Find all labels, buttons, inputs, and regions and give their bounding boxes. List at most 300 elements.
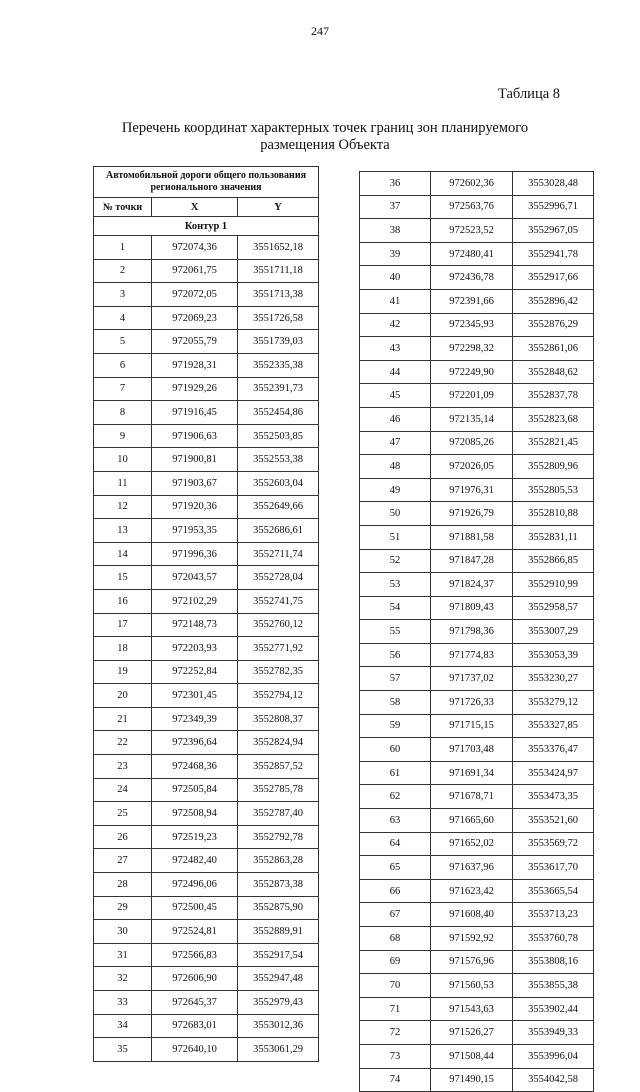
table-row <box>360 289 594 313</box>
point-number-cell: 22 <box>94 731 152 755</box>
table-row <box>360 691 594 715</box>
contour-header: Контур 1 <box>94 217 319 236</box>
point-number-cell: 67 <box>360 903 431 927</box>
y-coordinate-cell: 3553855,38 <box>513 974 594 998</box>
table-row <box>94 896 319 920</box>
point-number-cell: 15 <box>94 566 152 590</box>
table-row <box>94 943 319 967</box>
table-row <box>360 1021 594 1045</box>
y-coordinate-cell: 3553053,39 <box>513 643 594 667</box>
point-number-cell: 51 <box>360 525 431 549</box>
x-coordinate-cell: 971906,63 <box>152 424 238 448</box>
table-row <box>360 832 594 856</box>
x-coordinate-cell: 971847,28 <box>431 549 513 573</box>
table-row <box>360 573 594 597</box>
x-coordinate-cell: 972566,83 <box>152 943 238 967</box>
table-row <box>94 1014 319 1038</box>
x-coordinate-cell: 971920,36 <box>152 495 238 519</box>
point-number-cell: 52 <box>360 549 431 573</box>
x-coordinate-cell: 971623,42 <box>431 879 513 903</box>
y-coordinate-cell: 3552876,29 <box>513 313 594 337</box>
table-row <box>94 967 319 991</box>
table-row <box>360 785 594 809</box>
y-coordinate-cell: 3552979,43 <box>238 991 319 1015</box>
point-number-cell: 66 <box>360 879 431 903</box>
y-coordinate-cell: 3552831,11 <box>513 525 594 549</box>
y-coordinate-cell: 3551711,18 <box>238 259 319 283</box>
x-coordinate-cell: 971665,60 <box>431 809 513 833</box>
x-coordinate-cell: 971900,81 <box>152 448 238 472</box>
table-row <box>94 306 319 330</box>
y-coordinate-cell: 3553028,48 <box>513 172 594 196</box>
y-coordinate-cell: 3552760,12 <box>238 613 319 637</box>
x-coordinate-cell: 971926,79 <box>431 502 513 526</box>
y-coordinate-cell: 3553760,78 <box>513 927 594 951</box>
x-coordinate-cell: 971726,33 <box>431 691 513 715</box>
point-number-cell: 54 <box>360 596 431 620</box>
table-row <box>360 431 594 455</box>
point-number-cell: 36 <box>360 172 431 196</box>
x-coordinate-cell: 972683,01 <box>152 1014 238 1038</box>
y-coordinate-cell: 3552741,75 <box>238 589 319 613</box>
point-number-cell: 20 <box>94 684 152 708</box>
x-coordinate-cell: 972148,73 <box>152 613 238 637</box>
y-coordinate-cell: 3552808,37 <box>238 707 319 731</box>
x-coordinate-cell: 971576,96 <box>431 950 513 974</box>
x-coordinate-cell: 972069,23 <box>152 306 238 330</box>
table-row <box>94 637 319 661</box>
point-number-cell: 26 <box>94 825 152 849</box>
point-number-cell: 40 <box>360 266 431 290</box>
point-number-cell: 64 <box>360 832 431 856</box>
y-coordinate-cell: 3553007,29 <box>513 620 594 644</box>
table-label: Таблица 8 <box>498 86 561 102</box>
point-number-cell: 48 <box>360 455 431 479</box>
x-coordinate-cell: 972345,93 <box>431 313 513 337</box>
y-coordinate-cell: 3552823,68 <box>513 407 594 431</box>
point-number-cell: 63 <box>360 809 431 833</box>
point-number-cell: 11 <box>94 471 152 495</box>
x-coordinate-cell: 971996,36 <box>152 542 238 566</box>
y-coordinate-cell: 3553569,72 <box>513 832 594 856</box>
table-row <box>94 424 319 448</box>
x-coordinate-cell: 972349,39 <box>152 707 238 731</box>
y-coordinate-cell: 3552896,42 <box>513 289 594 313</box>
point-number-cell: 50 <box>360 502 431 526</box>
point-number-cell: 47 <box>360 431 431 455</box>
x-coordinate-cell: 972436,78 <box>431 266 513 290</box>
x-coordinate-cell: 972298,32 <box>431 337 513 361</box>
table-row <box>94 660 319 684</box>
point-number-cell: 9 <box>94 424 152 448</box>
point-number-cell: 17 <box>94 613 152 637</box>
x-coordinate-cell: 971637,96 <box>431 856 513 880</box>
point-number-cell: 16 <box>94 589 152 613</box>
point-number-cell: 2 <box>94 259 152 283</box>
table-row <box>360 761 594 785</box>
point-number-cell: 56 <box>360 643 431 667</box>
x-coordinate-cell: 972508,94 <box>152 802 238 826</box>
table-row <box>94 495 319 519</box>
table-row <box>360 549 594 573</box>
x-coordinate-cell: 972249,90 <box>431 360 513 384</box>
x-coordinate-cell: 971543,63 <box>431 997 513 1021</box>
x-coordinate-cell: 972301,45 <box>152 684 238 708</box>
point-number-cell: 4 <box>94 306 152 330</box>
table-row <box>360 714 594 738</box>
table-row <box>360 1044 594 1068</box>
point-number-cell: 8 <box>94 401 152 425</box>
table-row <box>360 879 594 903</box>
table-row <box>94 755 319 779</box>
y-coordinate-cell: 3553327,85 <box>513 714 594 738</box>
x-coordinate-cell: 971715,15 <box>431 714 513 738</box>
point-number-cell: 42 <box>360 313 431 337</box>
y-coordinate-cell: 3553473,35 <box>513 785 594 809</box>
y-coordinate-cell: 3552805,53 <box>513 478 594 502</box>
table-row <box>360 1068 594 1092</box>
table-row <box>94 707 319 731</box>
page-number: 247 <box>311 24 329 38</box>
table-row <box>94 566 319 590</box>
y-coordinate-cell: 3552861,06 <box>513 337 594 361</box>
y-coordinate-cell: 3553949,33 <box>513 1021 594 1045</box>
table-row <box>360 360 594 384</box>
point-number-cell: 53 <box>360 573 431 597</box>
y-coordinate-cell: 3552792,78 <box>238 825 319 849</box>
y-coordinate-cell: 3553230,27 <box>513 667 594 691</box>
point-number-cell: 23 <box>94 755 152 779</box>
x-coordinate-cell: 972563,76 <box>431 195 513 219</box>
table-row <box>94 330 319 354</box>
point-number-cell: 68 <box>360 927 431 951</box>
y-coordinate-cell: 3552782,35 <box>238 660 319 684</box>
table-row <box>360 266 594 290</box>
point-number-cell: 7 <box>94 377 152 401</box>
point-number-cell: 33 <box>94 991 152 1015</box>
point-number-cell: 13 <box>94 519 152 543</box>
x-coordinate-cell: 971881,58 <box>431 525 513 549</box>
y-coordinate-cell: 3552824,94 <box>238 731 319 755</box>
x-coordinate-cell: 972085,26 <box>431 431 513 455</box>
table-row <box>94 283 319 307</box>
y-coordinate-cell: 3552941,78 <box>513 242 594 266</box>
y-coordinate-cell: 3552503,85 <box>238 424 319 448</box>
x-coordinate-cell: 972074,36 <box>152 236 238 260</box>
y-coordinate-cell: 3552917,66 <box>513 266 594 290</box>
point-number-cell: 10 <box>94 448 152 472</box>
y-coordinate-cell: 3552649,66 <box>238 495 319 519</box>
x-coordinate-cell: 972396,64 <box>152 731 238 755</box>
point-number-cell: 55 <box>360 620 431 644</box>
x-coordinate-cell: 971608,40 <box>431 903 513 927</box>
point-number-cell: 3 <box>94 283 152 307</box>
point-number-cell: 46 <box>360 407 431 431</box>
point-number-cell: 14 <box>94 542 152 566</box>
y-coordinate-cell: 3552711,74 <box>238 542 319 566</box>
y-coordinate-cell: 3552863,28 <box>238 849 319 873</box>
title-line-1: Перечень координат характерных точек границ зон планируемого <box>121 120 529 136</box>
point-number-cell: 30 <box>94 920 152 944</box>
x-coordinate-cell: 971508,44 <box>431 1044 513 1068</box>
x-coordinate-cell: 971953,35 <box>152 519 238 543</box>
x-coordinate-cell: 971737,02 <box>431 667 513 691</box>
point-number-cell: 72 <box>360 1021 431 1045</box>
table-row <box>94 991 319 1015</box>
y-coordinate-cell: 3551726,58 <box>238 306 319 330</box>
x-coordinate-cell: 971929,26 <box>152 377 238 401</box>
y-coordinate-cell: 3553617,70 <box>513 856 594 880</box>
table-row <box>360 219 594 243</box>
y-coordinate-cell: 3552809,96 <box>513 455 594 479</box>
table-row <box>360 974 594 998</box>
table-row <box>94 731 319 755</box>
table-row <box>94 353 319 377</box>
y-coordinate-cell: 3553808,16 <box>513 950 594 974</box>
table-row <box>360 195 594 219</box>
table-row <box>360 242 594 266</box>
y-coordinate-cell: 3552810,88 <box>513 502 594 526</box>
table-row <box>94 542 319 566</box>
x-coordinate-cell: 972072,05 <box>152 283 238 307</box>
point-number-cell: 28 <box>94 873 152 897</box>
table-row <box>360 950 594 974</box>
x-coordinate-cell: 972252,84 <box>152 660 238 684</box>
x-coordinate-cell: 972496,06 <box>152 873 238 897</box>
table-row <box>360 809 594 833</box>
table-row <box>360 384 594 408</box>
table-row <box>94 519 319 543</box>
x-coordinate-cell: 972500,45 <box>152 896 238 920</box>
y-coordinate-cell: 3553376,47 <box>513 738 594 762</box>
x-coordinate-cell: 972061,75 <box>152 259 238 283</box>
x-coordinate-cell: 971809,43 <box>431 596 513 620</box>
point-number-cell: 21 <box>94 707 152 731</box>
title-line-2: размещения Объекта <box>260 137 390 153</box>
x-coordinate-cell: 972524,81 <box>152 920 238 944</box>
x-coordinate-cell: 972055,79 <box>152 330 238 354</box>
table-row <box>94 825 319 849</box>
table-row <box>94 471 319 495</box>
x-coordinate-cell: 972523,52 <box>431 219 513 243</box>
y-coordinate-cell: 3552889,91 <box>238 920 319 944</box>
y-coordinate-cell: 3552857,52 <box>238 755 319 779</box>
point-number-cell: 39 <box>360 242 431 266</box>
table-row <box>94 589 319 613</box>
table-row <box>94 613 319 637</box>
y-coordinate-cell: 3553902,44 <box>513 997 594 1021</box>
x-coordinate-cell: 972606,90 <box>152 967 238 991</box>
y-coordinate-cell: 3553713,23 <box>513 903 594 927</box>
table-row <box>360 172 594 196</box>
point-number-cell: 1 <box>94 236 152 260</box>
group-header: Автомобильной дороги общего пользования регионального значения <box>94 167 319 198</box>
x-coordinate-cell: 971703,48 <box>431 738 513 762</box>
document-title <box>90 120 560 154</box>
table-row <box>360 337 594 361</box>
point-number-cell: 61 <box>360 761 431 785</box>
y-coordinate-cell: 3551652,18 <box>238 236 319 260</box>
y-coordinate-cell: 3553061,29 <box>238 1038 319 1062</box>
table-row <box>360 525 594 549</box>
y-coordinate-cell: 3552454,86 <box>238 401 319 425</box>
x-coordinate-cell: 971490,15 <box>431 1068 513 1092</box>
point-number-cell: 35 <box>94 1038 152 1062</box>
y-coordinate-cell: 3553279,12 <box>513 691 594 715</box>
y-coordinate-cell: 3552866,85 <box>513 549 594 573</box>
x-coordinate-cell: 971903,67 <box>152 471 238 495</box>
coordinates-table-left <box>93 166 319 1062</box>
point-number-cell: 74 <box>360 1068 431 1092</box>
y-coordinate-cell: 3553424,97 <box>513 761 594 785</box>
point-number-cell: 58 <box>360 691 431 715</box>
x-coordinate-cell: 971560,53 <box>431 974 513 998</box>
x-coordinate-cell: 972602,36 <box>431 172 513 196</box>
table-row <box>94 873 319 897</box>
x-coordinate-cell: 971691,34 <box>431 761 513 785</box>
point-number-cell: 73 <box>360 1044 431 1068</box>
x-coordinate-cell: 972043,57 <box>152 566 238 590</box>
point-number-cell: 6 <box>94 353 152 377</box>
x-coordinate-cell: 972645,37 <box>152 991 238 1015</box>
y-coordinate-cell: 3552335,38 <box>238 353 319 377</box>
point-number-cell: 24 <box>94 778 152 802</box>
x-coordinate-cell: 971652,02 <box>431 832 513 856</box>
column-header-point: № точки <box>94 198 152 217</box>
y-coordinate-cell: 3552787,40 <box>238 802 319 826</box>
point-number-cell: 41 <box>360 289 431 313</box>
table-row <box>360 667 594 691</box>
table-row <box>360 502 594 526</box>
point-number-cell: 27 <box>94 849 152 873</box>
x-coordinate-cell: 972391,66 <box>431 289 513 313</box>
x-coordinate-cell: 971678,71 <box>431 785 513 809</box>
point-number-cell: 32 <box>94 967 152 991</box>
point-number-cell: 5 <box>94 330 152 354</box>
point-number-cell: 25 <box>94 802 152 826</box>
table-row <box>360 407 594 431</box>
table-row <box>360 738 594 762</box>
point-number-cell: 44 <box>360 360 431 384</box>
table-row <box>360 997 594 1021</box>
table-row <box>94 778 319 802</box>
x-coordinate-cell: 971774,83 <box>431 643 513 667</box>
point-number-cell: 43 <box>360 337 431 361</box>
x-coordinate-cell: 972640,10 <box>152 1038 238 1062</box>
table-row <box>360 856 594 880</box>
point-number-cell: 62 <box>360 785 431 809</box>
point-number-cell: 69 <box>360 950 431 974</box>
y-coordinate-cell: 3551739,03 <box>238 330 319 354</box>
x-coordinate-cell: 972026,05 <box>431 455 513 479</box>
y-coordinate-cell: 3552873,38 <box>238 873 319 897</box>
y-coordinate-cell: 3553665,54 <box>513 879 594 903</box>
y-coordinate-cell: 3552837,78 <box>513 384 594 408</box>
table-row <box>94 236 319 260</box>
y-coordinate-cell: 3551713,38 <box>238 283 319 307</box>
y-coordinate-cell: 3552848,62 <box>513 360 594 384</box>
x-coordinate-cell: 972468,36 <box>152 755 238 779</box>
x-coordinate-cell: 972482,40 <box>152 849 238 873</box>
y-coordinate-cell: 3552686,61 <box>238 519 319 543</box>
point-number-cell: 49 <box>360 478 431 502</box>
y-coordinate-cell: 3552996,71 <box>513 195 594 219</box>
point-number-cell: 29 <box>94 896 152 920</box>
y-coordinate-cell: 3552553,38 <box>238 448 319 472</box>
y-coordinate-cell: 3554042,58 <box>513 1068 594 1092</box>
point-number-cell: 18 <box>94 637 152 661</box>
point-number-cell: 12 <box>94 495 152 519</box>
table-row <box>360 927 594 951</box>
table-row <box>94 802 319 826</box>
table-row <box>360 455 594 479</box>
x-coordinate-cell: 971592,92 <box>431 927 513 951</box>
table-row <box>360 313 594 337</box>
x-coordinate-cell: 971916,45 <box>152 401 238 425</box>
y-coordinate-cell: 3552771,92 <box>238 637 319 661</box>
x-coordinate-cell: 971798,36 <box>431 620 513 644</box>
x-coordinate-cell: 971824,37 <box>431 573 513 597</box>
y-coordinate-cell: 3552391,73 <box>238 377 319 401</box>
y-coordinate-cell: 3553996,04 <box>513 1044 594 1068</box>
table-row <box>94 401 319 425</box>
y-coordinate-cell: 3552958,57 <box>513 596 594 620</box>
point-number-cell: 31 <box>94 943 152 967</box>
table-row <box>94 259 319 283</box>
x-coordinate-cell: 972505,84 <box>152 778 238 802</box>
point-number-cell: 45 <box>360 384 431 408</box>
table-row <box>94 920 319 944</box>
table-row <box>360 643 594 667</box>
y-coordinate-cell: 3553521,60 <box>513 809 594 833</box>
table-row <box>94 849 319 873</box>
table-row <box>94 684 319 708</box>
y-coordinate-cell: 3552875,90 <box>238 896 319 920</box>
y-coordinate-cell: 3552728,04 <box>238 566 319 590</box>
y-coordinate-cell: 3552821,45 <box>513 431 594 455</box>
x-coordinate-cell: 972102,29 <box>152 589 238 613</box>
table-row <box>94 448 319 472</box>
x-coordinate-cell: 972480,41 <box>431 242 513 266</box>
y-coordinate-cell: 3552947,48 <box>238 967 319 991</box>
x-coordinate-cell: 972203,93 <box>152 637 238 661</box>
column-header-y: Y <box>238 198 319 217</box>
y-coordinate-cell: 3552794,12 <box>238 684 319 708</box>
y-coordinate-cell: 3552967,05 <box>513 219 594 243</box>
point-number-cell: 65 <box>360 856 431 880</box>
table-row <box>360 903 594 927</box>
x-coordinate-cell: 972135,14 <box>431 407 513 431</box>
column-header-x: X <box>152 198 238 217</box>
x-coordinate-cell: 971976,31 <box>431 478 513 502</box>
point-number-cell: 37 <box>360 195 431 219</box>
point-number-cell: 60 <box>360 738 431 762</box>
x-coordinate-cell: 972201,09 <box>431 384 513 408</box>
x-coordinate-cell: 971526,27 <box>431 1021 513 1045</box>
x-coordinate-cell: 971928,31 <box>152 353 238 377</box>
y-coordinate-cell: 3552785,78 <box>238 778 319 802</box>
point-number-cell: 70 <box>360 974 431 998</box>
table-row <box>360 596 594 620</box>
point-number-cell: 57 <box>360 667 431 691</box>
y-coordinate-cell: 3552603,04 <box>238 471 319 495</box>
point-number-cell: 71 <box>360 997 431 1021</box>
table-row <box>94 1038 319 1062</box>
point-number-cell: 38 <box>360 219 431 243</box>
y-coordinate-cell: 3553012,36 <box>238 1014 319 1038</box>
coordinates-table-right <box>359 171 594 1092</box>
table-row <box>360 478 594 502</box>
